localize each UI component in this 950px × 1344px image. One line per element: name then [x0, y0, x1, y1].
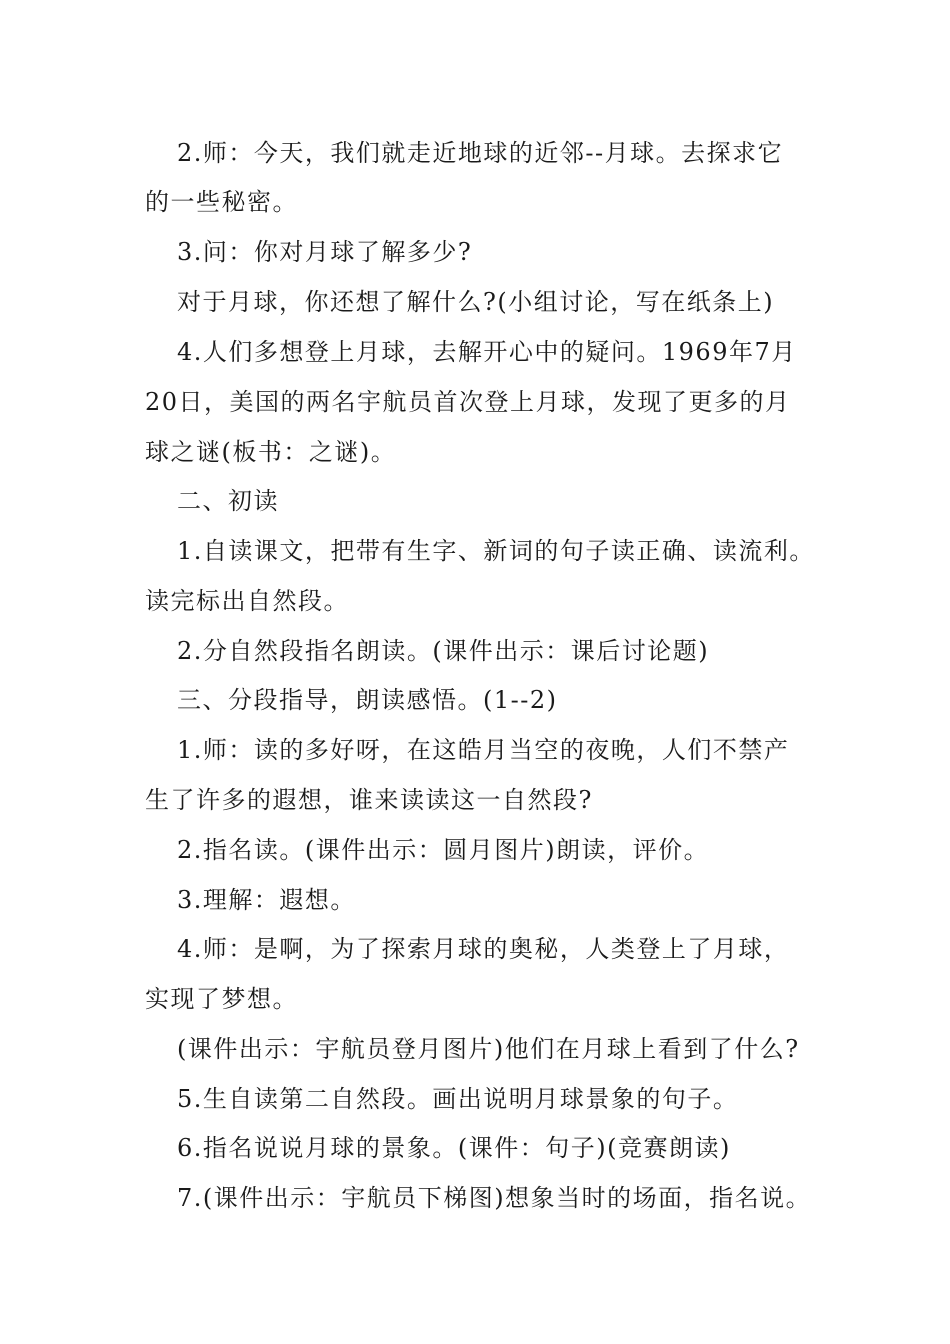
text-line: 对于月球，你还想了解什么?(小组讨论，写在纸条上)	[177, 288, 775, 316]
text-line: 1.自读课文，把带有生字、新词的句子读正确、读流利。	[177, 537, 815, 565]
text-line: 6.指名说说月球的景象。(课件：句子)(竞赛朗读)	[177, 1134, 731, 1162]
text-line: 3.问：你对月球了解多少?	[177, 238, 473, 266]
text-line: 20日，美国的两名宇航员首次登上月球，发现了更多的月	[145, 388, 791, 416]
text-line: 7.(课件出示：宇航员下梯图)想象当时的场面，指名说。	[177, 1184, 812, 1212]
text-line: 4.师：是啊，为了探索月球的奥秘，人类登上了月球，	[177, 935, 790, 963]
text-line: (课件出示：宇航员登月图片)他们在月球上看到了什么?	[177, 1035, 800, 1063]
section-heading: 二、初读	[177, 487, 279, 515]
text-line: 生了许多的遐想，谁来读读这一自然段?	[145, 786, 593, 814]
text-line: 2.分自然段指名朗读。(课件出示：课后讨论题)	[177, 637, 710, 665]
text-line: 1.师：读的多好呀，在这皓月当空的夜晚，人们不禁产	[177, 736, 790, 764]
text-line: 2.指名读。(课件出示：圆月图片)朗读，评价。	[177, 836, 710, 864]
section-heading: 三、分段指导，朗读感悟。(1--2)	[177, 686, 558, 714]
text-line: 实现了梦想。	[145, 985, 298, 1013]
text-line: 读完标出自然段。	[145, 587, 349, 615]
text-line: 4.人们多想登上月球，去解开心中的疑问。1969年7月	[177, 338, 797, 366]
text-line: 5.生自读第二自然段。画出说明月球景象的句子。	[177, 1085, 739, 1113]
text-line: 的一些秘密。	[145, 188, 298, 216]
text-line: 球之谜(板书：之谜)。	[145, 438, 397, 466]
text-line: 2.师：今天，我们就走近地球的近邻--月球。去探求它	[177, 139, 784, 167]
text-line: 3.理解：遐想。	[177, 886, 356, 914]
